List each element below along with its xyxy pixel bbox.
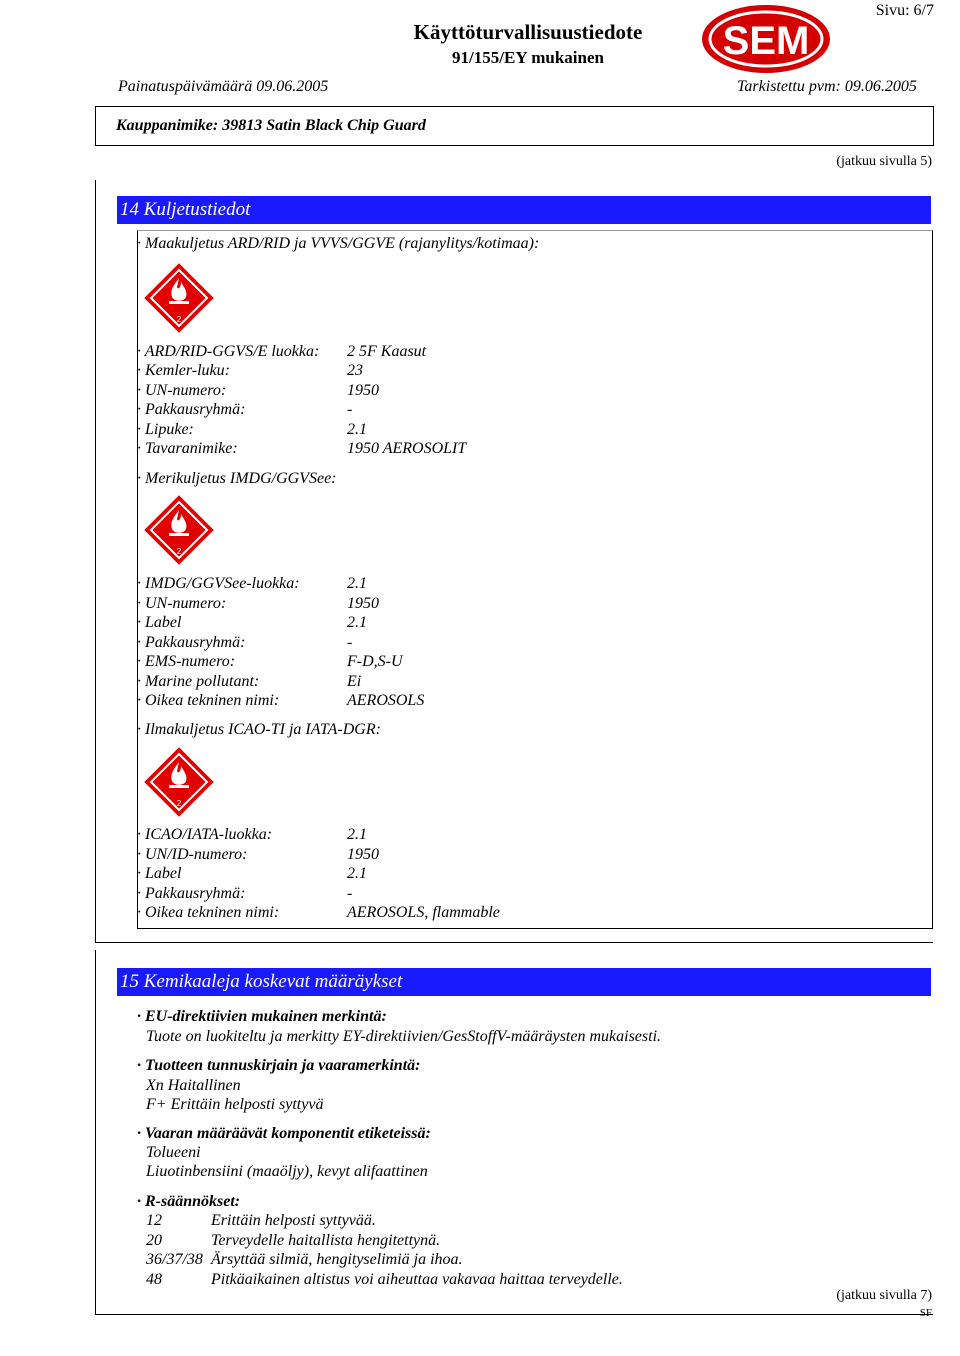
r-phrase-code: 12: [146, 1212, 162, 1229]
row-label: · Pakkausryhmä:: [137, 401, 246, 419]
data-row: [137, 614, 737, 634]
trade-name-box: [95, 106, 934, 146]
row-label: · UN-numero:: [137, 381, 227, 399]
continued-to: (jatkuu sivulla 7): [836, 1288, 932, 1303]
data-row: [137, 634, 737, 654]
document-title: Käyttöturvallisuustiedote: [413, 20, 643, 44]
row-value: 1950 AEROSOLIT: [347, 440, 467, 457]
row-value: 2.1: [347, 420, 367, 438]
row-label: · Oikea tekninen nimi:: [137, 692, 280, 709]
data-row: [137, 595, 737, 615]
row-value: 2.1: [347, 826, 367, 843]
component-line: Tolueeni: [146, 1144, 201, 1161]
data-row: [137, 865, 737, 885]
symbol-line: F+ Erittäin helposti syttyvä: [146, 1096, 324, 1113]
document-subtitle: 91/155/EY mukainen: [452, 48, 604, 67]
flammable-gas-icon: [143, 494, 215, 566]
row-label: · Pakkausryhmä:: [137, 884, 246, 902]
data-row: [137, 440, 737, 460]
sem-logo: [700, 2, 832, 76]
row-value: 1950: [347, 594, 379, 612]
data-row: [137, 362, 737, 382]
section-15-title: 15 Kemikaaleja koskevat määräykset: [117, 968, 931, 996]
row-value: F-D,S-U: [347, 653, 403, 670]
row-label: · ICAO/IATA-luokka:: [137, 826, 273, 843]
row-value: 2.1: [347, 614, 367, 631]
data-row: [137, 401, 737, 421]
print-date: Painatuspäivämäärä 09.06.2005: [118, 78, 329, 95]
r-phrase-text: Pitkäaikainen altistus voi aiheuttaa vakavaa haittaa terveydelle.: [211, 1270, 623, 1288]
row-value: Ei: [347, 672, 362, 690]
symbol-heading: · Tuotteen tunnuskirjain ja vaaramerkintä:: [137, 1057, 421, 1074]
r-phrase-code: 48: [146, 1270, 162, 1288]
r-phrases-heading: · R-säännökset:: [137, 1193, 241, 1210]
row-label: · Pakkausryhmä:: [137, 633, 246, 651]
flammable-gas-icon: [143, 746, 215, 818]
language-code: SF: [919, 1307, 932, 1319]
row-label: · UN/ID-numero:: [137, 845, 248, 863]
row-value: AEROSOLS: [347, 692, 425, 709]
row-label: · ARD/RID-GGVS/E luokka:: [137, 343, 320, 360]
row-label: · Tavaranimike:: [137, 440, 238, 457]
row-value: 2.1: [347, 865, 367, 882]
row-label: · Lipuke:: [137, 420, 194, 438]
flammable-gas-icon: [143, 262, 215, 334]
svg-text:2: 2: [176, 799, 182, 808]
data-row: [137, 343, 737, 363]
row-value: 23: [347, 362, 363, 380]
row-value: 1950: [347, 845, 379, 863]
row-value: 2.1: [347, 575, 367, 592]
land-transport-heading: · Maakuljetus ARD/RID ja VVVS/GGVE (rajanylitys/kotimaa):: [137, 235, 540, 252]
row-label: · Marine pollutant:: [137, 672, 260, 690]
row-value: -: [347, 884, 353, 902]
r-phrase-text: Terveydelle haitallista hengitettynä.: [211, 1231, 441, 1249]
data-row: [137, 826, 737, 846]
row-label: · EMS-numero:: [137, 653, 236, 670]
revised-date: Tarkistettu pvm: 09.06.2005: [737, 78, 917, 95]
trade-name: Kauppanimike: 39813 Satin Black Chip Guard: [116, 117, 426, 134]
r-phrase-text: Ärsyttää silmiä, hengityselimiä ja ihoa.: [211, 1251, 463, 1268]
row-label: · Oikea tekninen nimi:: [137, 904, 280, 921]
row-value: AEROSOLS, flammable: [347, 904, 500, 921]
row-value: 1950: [347, 381, 379, 399]
symbol-line: Xn Haitallinen: [146, 1077, 241, 1094]
eu-marking-text: Tuote on luokiteltu ja merkitty EY-direktiivien/GesStoffV-määräysten mukaisesti.: [146, 1028, 662, 1045]
row-value: -: [347, 401, 353, 419]
page-number: Sivu: 6/7: [875, 2, 934, 19]
data-row: [137, 673, 737, 693]
air-transport-heading: · Ilmakuljetus ICAO-TI ja IATA-DGR:: [137, 721, 381, 738]
data-row: [137, 653, 737, 673]
row-label: · Label: [137, 614, 182, 631]
eu-marking-heading: · EU-direktiivien mukainen merkintä:: [137, 1008, 387, 1025]
section-14-title: 14 Kuljetustiedot: [117, 196, 931, 224]
row-value: -: [347, 633, 353, 651]
svg-text:2: 2: [176, 547, 182, 556]
row-label: · IMDG/GGVSee-luokka:: [137, 575, 300, 592]
r-phrase-code: 36/37/38: [146, 1251, 203, 1268]
sea-transport-heading: · Merikuljetus IMDG/GGVSee:: [137, 470, 337, 487]
svg-text:SEM: SEM: [722, 19, 810, 63]
svg-text:2: 2: [176, 315, 182, 324]
row-label: · Label: [137, 865, 182, 882]
continued-from: (jatkuu sivulla 5): [836, 154, 932, 169]
data-row: [137, 692, 737, 712]
data-row: [137, 885, 737, 905]
data-row: [137, 846, 737, 866]
row-value: 2 5F Kaasut: [347, 343, 427, 360]
data-row: [137, 575, 737, 595]
row-label: · UN-numero:: [137, 594, 227, 612]
r-phrase-code: 20: [146, 1231, 162, 1249]
data-row: [137, 421, 737, 441]
r-phrase-text: Erittäin helposti syttyvää.: [211, 1212, 376, 1229]
component-line: Liuotinbensiini (maaöljy), kevyt alifaattinen: [146, 1163, 428, 1180]
components-heading: · Vaaran määräävät komponentit etiketeissä:: [137, 1125, 431, 1142]
row-label: · Kemler-luku:: [137, 362, 230, 380]
data-row: [137, 382, 737, 402]
data-row: [137, 904, 737, 924]
